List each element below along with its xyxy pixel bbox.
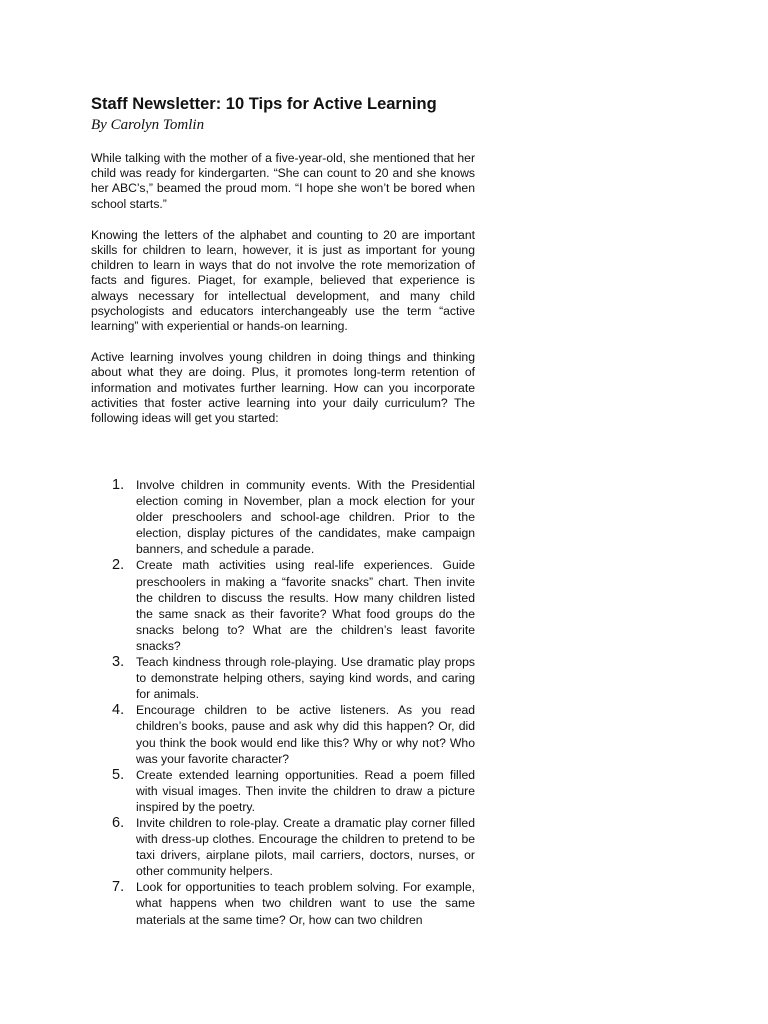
list-item-number: 3. — [112, 654, 125, 671]
list-item — [112, 767, 475, 815]
list-item — [112, 702, 475, 766]
list-item — [112, 879, 475, 927]
list-item-number: 6. — [112, 814, 125, 831]
list-item-text: Encourage children to be active listeners. As you read children’s books, pause and ask why did this happen? Or, did you think the book would end like this? Why or why not? Who was your favorite character? — [136, 703, 475, 766]
list-item-number: 5. — [112, 766, 125, 783]
list-item — [112, 477, 475, 557]
article-title: Staff Newsletter: 10 Tips for Active Learning — [91, 95, 437, 113]
list-item — [112, 815, 475, 879]
tips-list — [112, 477, 475, 928]
body-paragraph: Active learning involves young children in doing things and thinking about what they are doing. Plus, it promotes long-term retention of information and motivates further learning. How can you incorporate activities that foster active learning into your daily curriculum? The following ideas will get you started: — [91, 350, 475, 426]
list-item-number: 4. — [112, 702, 125, 719]
body-paragraph: Knowing the letters of the alphabet and counting to 20 are important skills for children to learn, however, it is just as important for young children to learn in ways that do not involve the rote memorization of facts and figures. Piaget, for example, believed that experience is always necessary for intellectual development, and many child psychologists and educators interchangeably use the term “active learning” with experiential or hands-on learning. — [91, 227, 475, 334]
list-item-number: 2. — [112, 557, 125, 574]
list-item — [112, 557, 475, 654]
list-item-text: Involve children in community events. With the Presidential election coming in November, plan a mock election for your older preschoolers and school-age children. Prior to the election, display pictures of the candidates, make campaign banners, and schedule a parade. — [136, 478, 475, 557]
list-item-number: 7. — [112, 879, 125, 896]
article-byline: By Carolyn Tomlin — [91, 117, 205, 133]
list-item-text: Create extended learning opportunities. Read a poem filled with visual images. Then invite the children to draw a picture inspired by the poetry. — [136, 767, 475, 814]
list-item-text: Teach kindness through role-playing. Use dramatic play props to demonstrate helping others, saying kind words, and caring for animals. — [136, 655, 475, 702]
list-item-text: Create math activities using real-life experiences. Guide preschoolers in making a “favorite snacks” chart. Then invite the children to discuss the results. How many children listed the same snack as their favorite? What food groups do the snacks belong to? What are the children’s least favorite snacks? — [136, 558, 475, 653]
list-item-text: Invite children to role-play. Create a dramatic play corner filled with dress-up clothes. Encourage the children to pretend to be taxi drivers, airplane pilots, mail carriers, doctors, nurses, or other community helpers. — [136, 815, 475, 879]
list-item-number: 1. — [112, 477, 125, 493]
list-item — [112, 654, 475, 702]
article — [91, 94, 475, 426]
list-item-text: Look for opportunities to teach problem solving. For example, what happens when two children want to use the same materials at the same time? Or, how can two children — [136, 880, 475, 927]
intro-paragraph: While talking with the mother of a five-year-old, she mentioned that her child was ready for kindergarten. “She can count to 20 and she knows her ABC’s,” beamed the proud mom. “I hope she won’t be bored when school starts.” — [91, 151, 475, 211]
